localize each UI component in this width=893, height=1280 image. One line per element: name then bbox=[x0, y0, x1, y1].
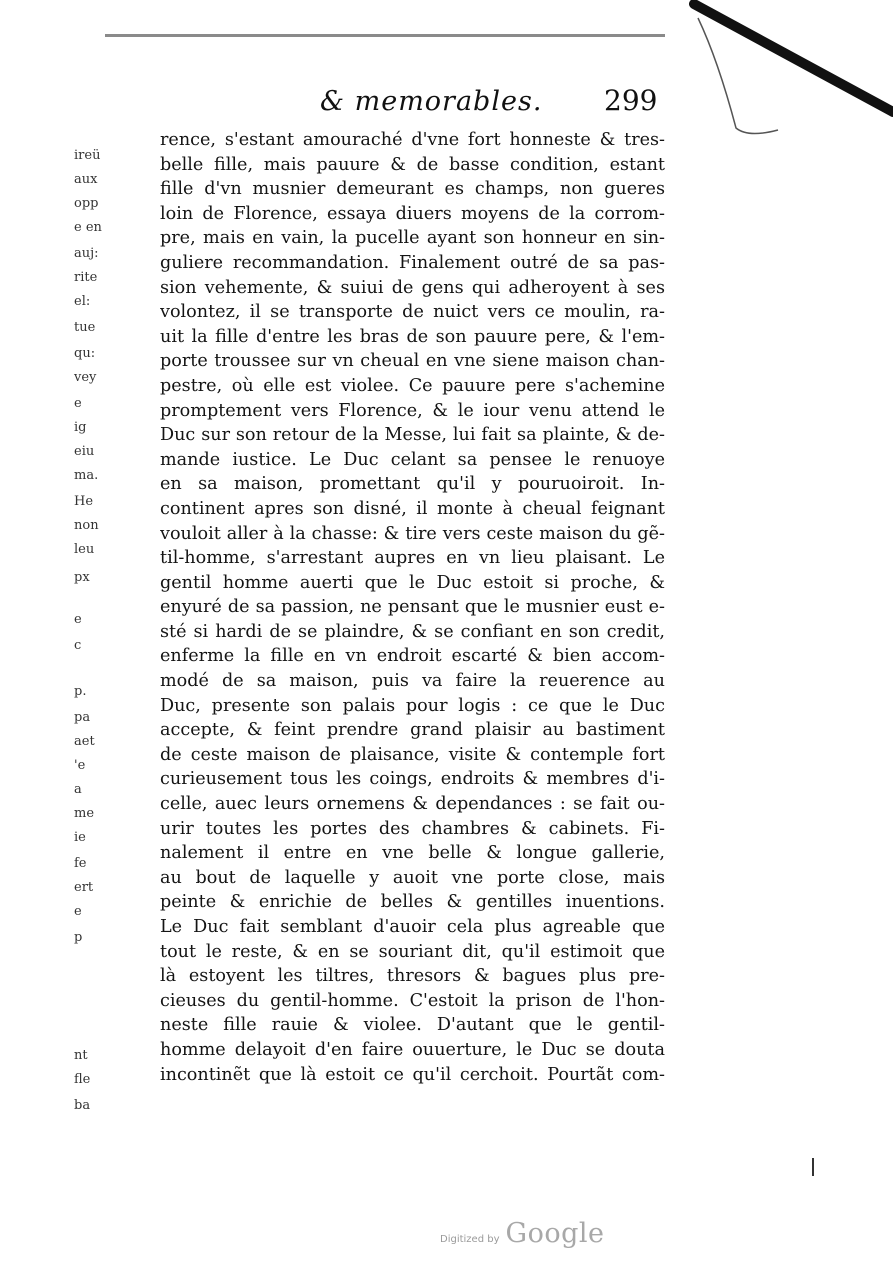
text-line: peinte & enrichie de belles & gentilles inuentions. bbox=[160, 892, 665, 913]
text-line: là estoyent les tiltres, thresors & bagues plus pre- bbox=[160, 966, 665, 987]
text-line: homme delayoit d'en faire ouuerture, le Duc se douta bbox=[160, 1039, 665, 1060]
text-line: urir toutes les portes des chambres & cabinets. Fi- bbox=[160, 818, 665, 839]
margin-fragment: ig bbox=[74, 420, 87, 435]
margin-fragment: fe bbox=[74, 856, 87, 871]
text-line: celle, auec leurs ornemens & dependances : se fait ou- bbox=[160, 794, 665, 815]
margin-fragment: e en bbox=[74, 220, 102, 235]
text-line: Duc sur son retour de la Messe, lui fait sa plainte, & de- bbox=[160, 425, 665, 446]
text-line: rence, s'estant amouraché d'vne fort honneste & tres- bbox=[160, 130, 665, 150]
text-line: au bout de laquelle y auoit vne porte close, mais bbox=[160, 867, 665, 888]
margin-fragment: el: bbox=[74, 294, 91, 309]
margin-fragment: p. bbox=[74, 684, 87, 699]
margin-fragment: me bbox=[74, 806, 95, 821]
margin-fragment: nt bbox=[74, 1048, 88, 1063]
text-line: pre, mais en vain, la pucelle ayant son honneur en sin- bbox=[160, 228, 665, 249]
text-line: Le Duc fait semblant d'auoir cela plus agreable que bbox=[160, 917, 665, 937]
margin-fragment: opp bbox=[74, 196, 99, 211]
margin-fragment: p bbox=[74, 930, 83, 945]
text-line: Duc, presente son palais pour logis : ce que le Duc bbox=[160, 695, 665, 716]
margin-fragment: aux bbox=[74, 172, 98, 187]
text-line: enferme la fille en vn endroit escarté & bien accom- bbox=[160, 646, 665, 667]
margin-fragment: tue bbox=[74, 320, 96, 335]
text-line: tout le reste, & en se souriant dit, qu'il estimoit que bbox=[160, 941, 665, 962]
folded-corner-mark bbox=[688, 0, 893, 160]
margin-fragment: px bbox=[74, 570, 90, 585]
margin-fragment: pa bbox=[74, 710, 91, 725]
margin-fragment: ireü bbox=[74, 148, 101, 163]
margin-fragment: eiu bbox=[74, 444, 95, 459]
margin-fragment: aet bbox=[74, 734, 95, 749]
margin-fragment: non bbox=[74, 518, 99, 533]
margin-fragment: c bbox=[74, 638, 82, 653]
margin-fragment: ba bbox=[74, 1098, 91, 1113]
text-line: enyuré de sa passion, ne pensant que le musnier eust e- bbox=[160, 597, 665, 618]
text-line: cieuses du gentil-homme. C'estoit la prison de l'hon- bbox=[160, 990, 665, 1011]
text-line: accepte, & feint prendre grand plaisir au bastiment bbox=[160, 720, 665, 741]
body-text bbox=[160, 128, 665, 1087]
text-line: porte troussee sur vn cheual en vne siene maison chan- bbox=[160, 351, 665, 372]
margin-fragment: ie bbox=[74, 830, 86, 845]
margin-fragment: ma. bbox=[74, 468, 99, 483]
text-line: volontez, il se transporte de nuict vers ce moulin, ra- bbox=[160, 302, 665, 323]
text-line: gentil homme auerti que le Duc estoit si proche, & bbox=[160, 572, 665, 593]
text-line: til-homme, s'arrestant aupres en vn lieu plaisant. Le bbox=[160, 548, 665, 569]
text-line: en sa maison, promettant qu'il y pouruoiroit. In- bbox=[160, 474, 665, 495]
margin-fragment: auj: bbox=[74, 246, 99, 261]
text-line: fille d'vn musnier demeurant es champs, non gueres bbox=[160, 179, 665, 200]
text-line: de ceste maison de plaisance, visite & contemple fort bbox=[160, 744, 665, 765]
scan-top-edge bbox=[105, 34, 665, 37]
text-line: modé de sa maison, puis va faire la reuerence au bbox=[160, 671, 665, 692]
margin-fragment: leu bbox=[74, 542, 95, 557]
text-line: guliere recommandation. Finalement outré de sa pas- bbox=[160, 252, 665, 273]
margin-fragment: e bbox=[74, 612, 82, 627]
margin-fragment: a bbox=[74, 782, 82, 797]
margin-fragment: He bbox=[74, 494, 94, 509]
text-line: mande iustice. Le Duc celant sa pensee le renuoye bbox=[160, 449, 665, 470]
text-line: sté si hardi de se plaindre, & se confiant en son credit, bbox=[160, 621, 665, 642]
margin-fragment: qu: bbox=[74, 346, 96, 361]
margin-fragment: vey bbox=[74, 370, 97, 385]
text-line: vouloit aller à la chasse: & tire vers ceste maison du gẽ- bbox=[160, 523, 665, 544]
text-line: promptement vers Florence, & le iour venu attend le bbox=[160, 400, 665, 421]
text-line: curieusement tous les coings, endroits & membres d'i- bbox=[160, 769, 665, 790]
text-line: belle fille, mais pauure & de basse condition, estant bbox=[160, 154, 665, 175]
text-line: incontinẽt que là estoit ce qu'il cerchoit. Pourtãt com- bbox=[160, 1064, 665, 1085]
google-logo: Google bbox=[505, 1218, 605, 1249]
margin-fragment: e bbox=[74, 904, 82, 919]
margin-fragment: fle bbox=[74, 1072, 91, 1087]
page-number: 299 bbox=[604, 84, 658, 117]
text-line: pestre, où elle est violee. Ce pauure pere s'achemine bbox=[160, 375, 665, 396]
margin-fragment: ert bbox=[74, 880, 94, 895]
text-line: uit la fille d'entre les bras de son pauure pere, & l'em- bbox=[160, 326, 665, 347]
margin-fragment: rite bbox=[74, 270, 98, 285]
margin-fragment: 'e bbox=[74, 758, 86, 773]
text-line: neste fille rauie & violee. D'autant que le gentil- bbox=[160, 1015, 665, 1036]
text-line: sion vehemente, & suiui de gens qui adheroyent à ses bbox=[160, 277, 665, 298]
watermark-caption: Digitized by bbox=[440, 1234, 500, 1245]
text-line: loin de Florence, essaya diuers moyens de la corrom- bbox=[160, 203, 665, 224]
google-watermark bbox=[440, 1218, 604, 1249]
text-line: continent apres son disné, il monte à cheual feignant bbox=[160, 498, 665, 519]
scan-mark bbox=[812, 1158, 814, 1176]
text-line: nalement il entre en vne belle & longue gallerie, bbox=[160, 843, 665, 864]
margin-fragment: e bbox=[74, 396, 82, 411]
running-head: & memorables. bbox=[320, 86, 543, 117]
